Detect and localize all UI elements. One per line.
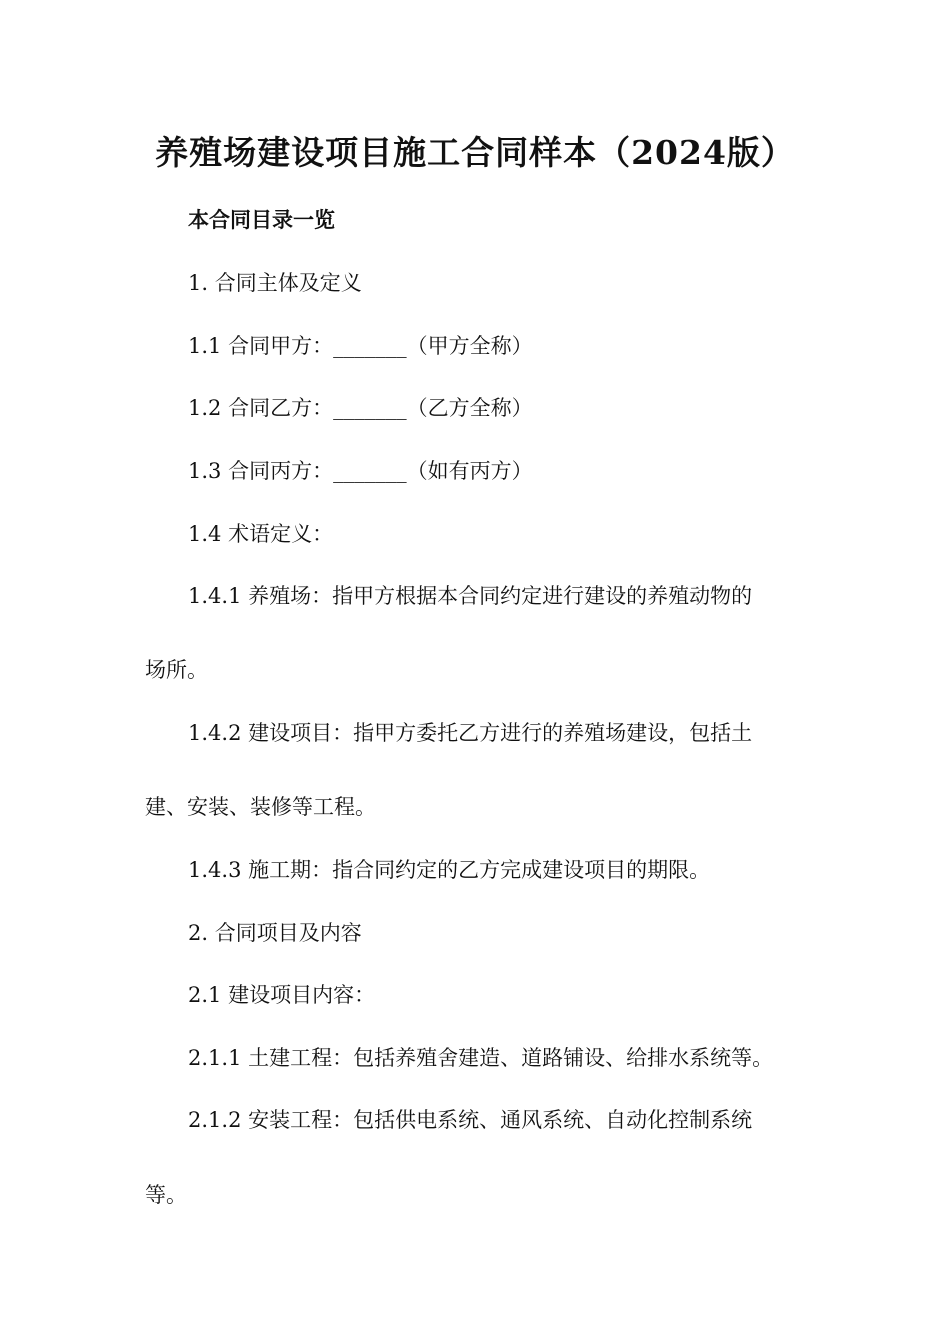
clause-2-1-1: 2.1.1 土建工程：包括养殖舍建造、道路铺设、给排水系统等。: [188, 1046, 774, 1070]
clause-1-1: 1.1 合同甲方：_______（甲方全称）: [188, 334, 533, 358]
section-1-heading: 1. 合同主体及定义: [188, 271, 362, 295]
clause-2-1-2-continued: 等。: [145, 1183, 187, 1207]
toc-heading: 本合同目录一览: [188, 207, 335, 232]
clause-1-4-3: 1.4.3 施工期：指合同约定的乙方完成建设项目的期限。: [188, 858, 711, 882]
clause-1-4: 1.4 术语定义：: [188, 522, 334, 546]
clause-1-4-2-continued: 建、安装、装修等工程。: [145, 795, 376, 819]
section-2-heading: 2. 合同项目及内容: [188, 921, 362, 945]
clause-2-1: 2.1 建设项目内容：: [188, 983, 376, 1007]
clause-2-1-2: 2.1.2 安装工程：包括供电系统、通风系统、自动化控制系统: [188, 1108, 753, 1132]
clause-1-2: 1.2 合同乙方：_______（乙方全称）: [188, 396, 533, 420]
document-title: 养殖场建设项目施工合同样本（2024版）: [155, 133, 795, 172]
clause-1-3: 1.3 合同丙方：_______（如有丙方）: [188, 459, 533, 483]
clause-1-4-2: 1.4.2 建设项目：指甲方委托乙方进行的养殖场建设，包括土: [188, 721, 753, 745]
clause-1-4-1-continued: 场所。: [145, 658, 208, 682]
clause-1-4-1: 1.4.1 养殖场：指甲方根据本合同约定进行建设的养殖动物的: [188, 584, 753, 608]
